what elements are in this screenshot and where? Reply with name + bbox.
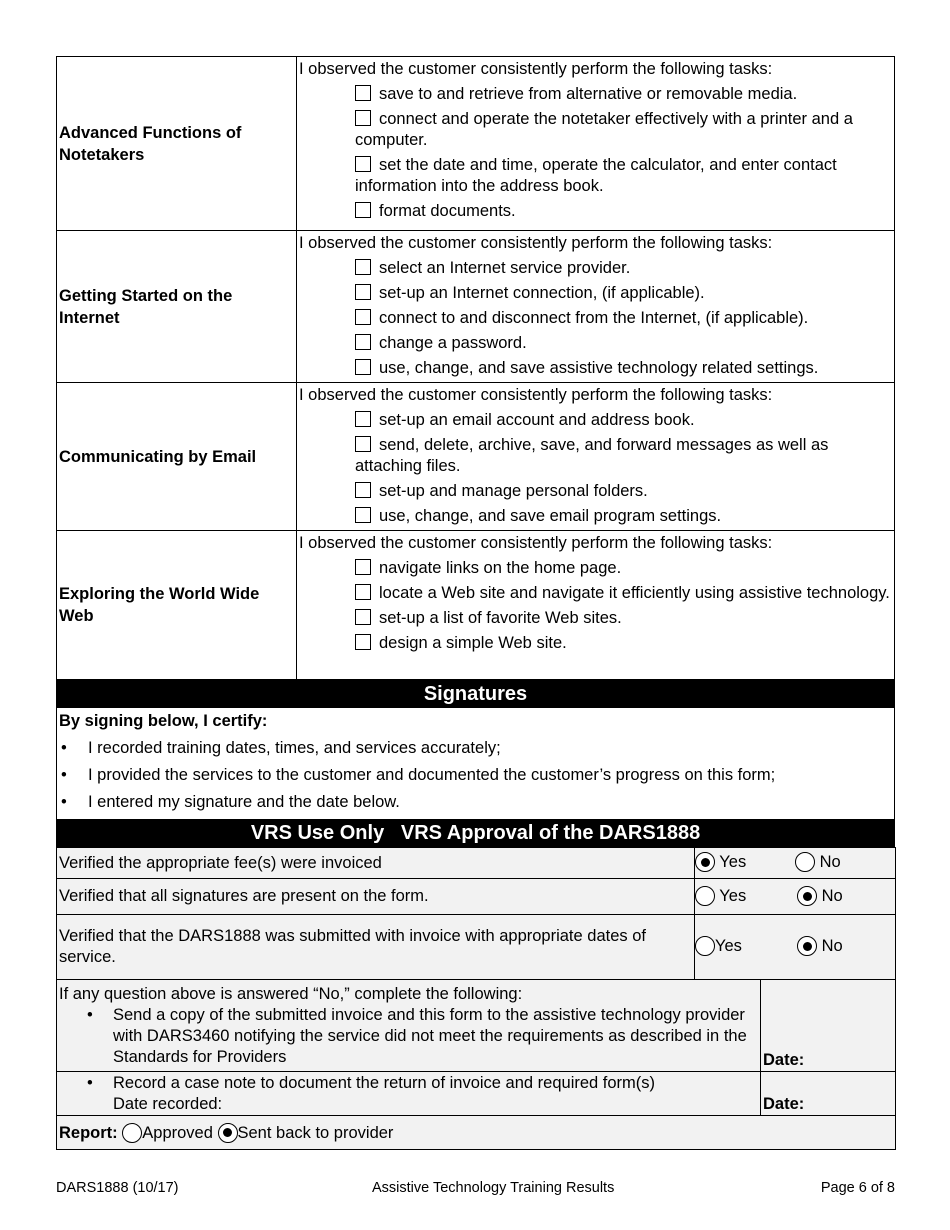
task-intro: I observed the customer consistently perform the following tasks: [299,60,773,78]
followup-item: • Record a case note to document the return of invoice and required form(s) Date recorded: [59,1073,758,1115]
radio-button-icon[interactable] [218,1123,238,1143]
followup-row [57,1072,896,1116]
yes-option[interactable]: Yes [695,936,742,956]
task-intro: I observed the customer consistently perform the following tasks: [299,386,773,404]
checkbox[interactable] [355,110,371,126]
vrs-question-row [57,879,896,915]
radio-button-icon[interactable] [695,936,715,956]
bullet-icon: • [87,1074,93,1092]
task-item [299,435,890,477]
skill-tasks [297,531,895,680]
skill-row [57,531,895,680]
task-text: connect and operate the notetaker effectively with a printer and a computer. [355,110,853,149]
task-text: design a simple Web site. [379,634,567,652]
task-item [299,633,890,654]
task-text: navigate links on the home page. [379,559,622,577]
task-item [299,583,890,604]
skill-row [57,383,895,531]
checkbox[interactable] [355,482,371,498]
task-text: connect to and disconnect from the Internet, (if applicable). [379,309,809,327]
task-item [299,109,890,151]
checkbox[interactable] [355,334,371,350]
report-option-approved[interactable]: Approved [122,1124,213,1142]
no-option[interactable]: No [797,936,843,956]
form-page [56,56,895,1150]
no-option[interactable]: No [797,886,843,906]
task-item [299,283,890,304]
followup-row [57,980,896,1072]
vrs-question-row [57,848,896,879]
task-item [299,506,890,527]
checkbox[interactable] [355,284,371,300]
followup-item: • Send a copy of the submitted invoice and this form to the assistive technology provider with DARS3460 notifying the service did not meet the requirements as described in the Standards for Providers [87,1006,747,1066]
radio-button-icon[interactable] [795,852,815,872]
vrs-approval-table [56,847,896,1150]
checkbox[interactable] [355,202,371,218]
skill-label: Exploring the World Wide Web [57,531,297,680]
vrs-question-row [57,915,896,980]
date-label: Date: [761,980,896,1072]
certify-bullet: • I entered my signature and the date below. [61,793,400,811]
task-text: set the date and time, operate the calculator, and enter contact information into the address book. [355,156,837,195]
form-id: DARS1888 (10/17) [56,1180,179,1196]
checkbox[interactable] [355,156,371,172]
followup-intro: If any question above is answered “No,” complete the following: [59,985,523,1003]
bullet-icon: • [61,793,67,811]
vrs-question-text: Verified the appropriate fee(s) were invoiced [57,848,695,879]
form-title: Assistive Technology Training Results [372,1180,615,1196]
checkbox[interactable] [355,609,371,625]
bullet-icon: • [61,739,67,757]
task-item [299,201,890,222]
bullet-icon: • [87,1006,93,1024]
radio-button-icon[interactable] [797,886,817,906]
task-text: save to and retrieve from alternative or removable media. [379,85,798,103]
task-text: use, change, and save assistive technology related settings. [379,359,819,377]
no-option[interactable]: No [795,852,841,872]
skill-label: Advanced Functions of Notetakers [57,57,297,231]
checkbox[interactable] [355,359,371,375]
vrs-heading: VRS Use Only VRS Approval of the DARS1888 [56,819,895,847]
skill-tasks [297,383,895,531]
radio-button-icon[interactable] [797,936,817,956]
skill-row [57,231,895,383]
bullet-icon: • [61,766,67,784]
radio-button-icon[interactable] [122,1123,142,1143]
task-text: locate a Web site and navigate it efficiently using assistive technology. [379,584,890,602]
task-item [299,608,890,629]
task-item [299,481,890,502]
yes-option[interactable]: Yes [695,852,746,872]
task-text: select an Internet service provider. [379,259,631,277]
task-intro: I observed the customer consistently perform the following tasks: [299,534,773,552]
date-label: Date: [761,1072,896,1116]
checkbox[interactable] [355,411,371,427]
certify-bullet: • I recorded training dates, times, and services accurately; [61,739,501,757]
task-item [299,308,890,329]
skill-row [57,57,895,231]
task-item [299,84,890,105]
checkbox[interactable] [355,85,371,101]
skills-table [56,56,895,680]
report-label: Report: [59,1123,118,1142]
checkbox[interactable] [355,259,371,275]
vrs-question-text: Verified that the DARS1888 was submitted with invoice with appropriate dates of service. [57,915,695,980]
task-item [299,410,890,431]
checkbox[interactable] [355,507,371,523]
skill-tasks [297,57,895,231]
skill-label: Getting Started on the Internet [57,231,297,383]
task-item [299,358,890,379]
task-item [299,155,890,197]
date-recorded-label: Date recorded: [113,1095,223,1113]
skill-tasks [297,231,895,383]
vrs-question-text: Verified that all signatures are present on the form. [57,879,695,915]
task-text: send, delete, archive, save, and forward messages as well as attaching files. [355,436,829,475]
task-text: change a password. [379,334,527,352]
skill-label: Communicating by Email [57,383,297,531]
signatures-section [56,708,895,819]
task-text: format documents. [379,202,516,220]
certify-bullet: • I provided the services to the customer and documented the customer’s progress on this form; [61,766,776,784]
checkbox[interactable] [355,436,371,452]
yes-option[interactable]: Yes [695,886,746,906]
page-number: Page 6 of 8 [820,1180,895,1196]
task-item [299,258,890,279]
task-text: set-up and manage personal folders. [379,482,648,500]
task-text: set-up a list of favorite Web sites. [379,609,622,627]
task-item [299,333,890,354]
checkbox[interactable] [355,584,371,600]
checkbox[interactable] [355,309,371,325]
task-text: set-up an email account and address book. [379,411,695,429]
report-row [57,1116,896,1150]
checkbox[interactable] [355,634,371,650]
task-item [299,558,890,579]
signatures-heading: Signatures [56,680,895,708]
task-text: use, change, and save email program settings. [379,507,722,525]
radio-button-icon[interactable] [695,886,715,906]
report-option-sent-back[interactable]: Sent back to provider [218,1124,394,1142]
task-intro: I observed the customer consistently perform the following tasks: [299,234,773,252]
certify-heading: By signing below, I certify: [59,712,268,730]
radio-button-icon[interactable] [695,852,715,872]
task-text: set-up an Internet connection, (if applicable). [379,284,705,302]
checkbox[interactable] [355,559,371,575]
